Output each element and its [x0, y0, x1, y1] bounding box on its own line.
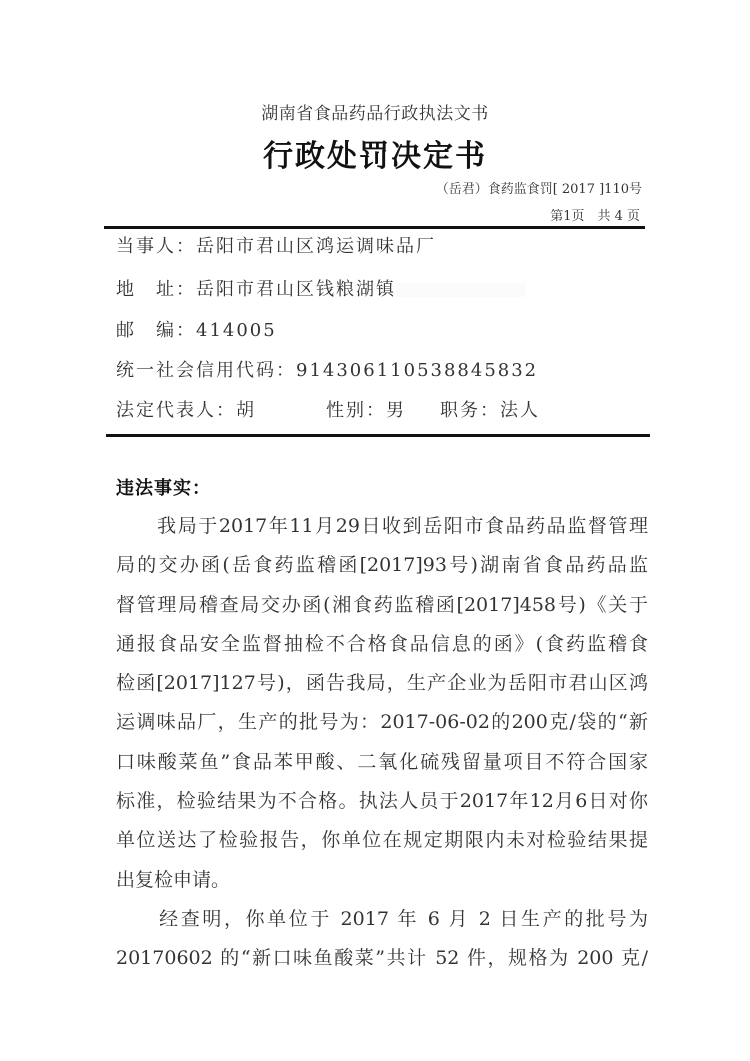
gender-value: 男: [386, 400, 406, 421]
page-info: 第1页 共 4 页: [550, 209, 640, 224]
paragraph-line: 口味酸菜鱼”食品苯甲酸、二氧化硫残留量项目不符合国家: [116, 750, 648, 773]
facts-heading: 违法事实：: [116, 478, 211, 499]
redacted-address: [396, 283, 526, 297]
credit-code-label: 统一社会信用代码：: [116, 360, 296, 381]
paragraph-line: 单位送达了检验报告，你单位在规定期限内未对检验结果提: [116, 829, 648, 852]
paragraph-line: 出复检申请。: [116, 868, 231, 891]
paragraph-line: 经查明，你单位于 2017 年 6 月 2 日生产的批号为: [116, 908, 648, 930]
paragraph-line: 局的交办函(岳食药监稽函[2017]93号)湖南省食品药品监: [116, 554, 648, 577]
party-label: 当事人：: [116, 236, 196, 257]
paragraph-line: 通报食品安全监督抽检不合格食品信息的函》(食药监稽食: [116, 632, 648, 655]
legal-rep-row: [116, 396, 540, 422]
paragraph-line: 20170602 的“新口味鱼酸菜”共计 52 件，规格为 200 克/: [116, 947, 648, 970]
top-divider: [104, 226, 645, 229]
document-number: （岳君）食药监食罚[ 2017 ]110号: [435, 182, 642, 197]
legal-rep-value: 胡: [236, 400, 256, 421]
position-value: 法人: [500, 400, 540, 421]
address-value: 岳阳市君山区钱粮湖镇: [196, 279, 396, 300]
paragraph-line: 运调味品厂，生产的批号为：2017-06-02的200克/袋的“新: [116, 711, 648, 734]
credit-code-row: [116, 356, 538, 382]
paragraph-line: 我局于2017年11月29日收到岳阳市食品药品监督管理: [116, 515, 648, 537]
credit-code-value: 914306110538845832: [296, 360, 539, 381]
paragraph-line: 检函[2017]127号)，函告我局，生产企业为岳阳市君山区鸿: [116, 672, 648, 695]
paragraph-line: 标准，检验结果为不合格。执法人员于2017年12月6日对你: [116, 790, 648, 813]
legal-rep-label: 法定代表人：: [116, 400, 236, 421]
address-label: 地 址：: [116, 279, 196, 300]
document-subtitle: 湖南省食品药品行政执法文书: [261, 104, 489, 124]
position-label: 职务：: [440, 400, 500, 421]
postcode-value: 414005: [196, 320, 277, 341]
postcode-label: 邮 编：: [116, 320, 196, 341]
address-row: [116, 275, 526, 301]
gender-label: 性别：: [326, 400, 386, 421]
document-title: 行政处罚决定书: [263, 139, 487, 174]
bottom-divider: [106, 434, 650, 437]
facts-paragraph-2: [116, 900, 648, 979]
party-row: [116, 232, 436, 258]
party-value: 岳阳市君山区鸿运调味品厂: [196, 236, 436, 257]
postcode-row: [116, 316, 277, 342]
facts-paragraph-1: [116, 507, 648, 900]
paragraph-line: 督管理局稽查局交办函(湘食药监稽函[2017]458号)《关于: [116, 593, 648, 616]
